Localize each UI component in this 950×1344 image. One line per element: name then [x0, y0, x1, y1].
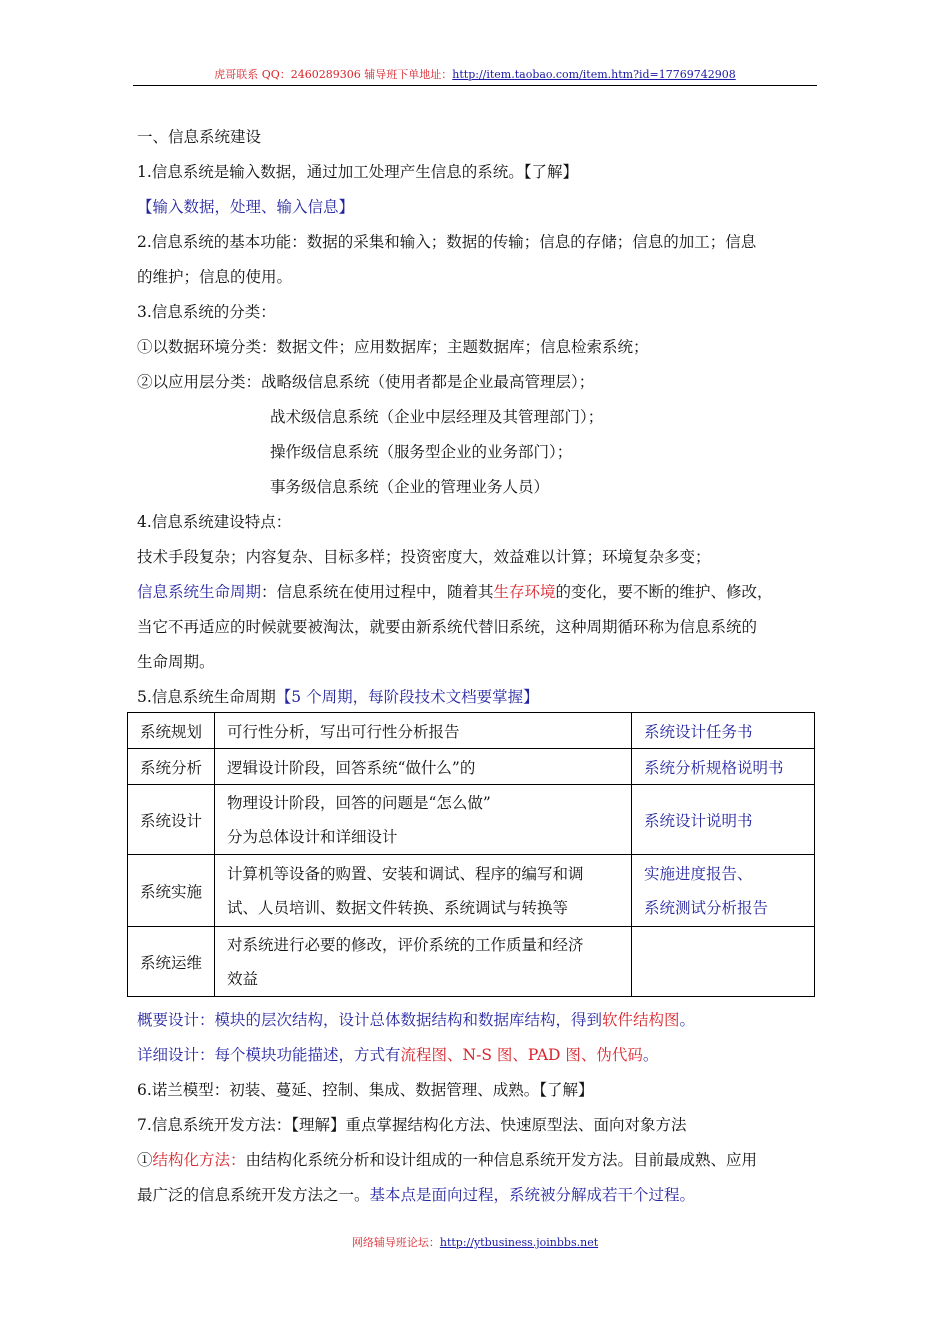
- lifecycle-line3: 生命周期。: [137, 653, 215, 671]
- point-3-env: ①以数据环境分类：数据文件；应用数据库；主题数据库；信息检索系统；: [137, 338, 649, 356]
- table-row: 系统设计 物理设计阶段，回答的问题是“怎么做” 分为总体设计和详细设计 系统设计说明书: [128, 785, 815, 855]
- point-5-title: 5.信息系统生命周期【5 个周期，每阶段技术文档要掌握】: [137, 688, 539, 706]
- header-link[interactable]: http://item.taobao.com/item.htm?id=17769742908: [452, 68, 736, 81]
- lifecycle-env: 生存环境: [493, 583, 556, 601]
- overview-design: 概要设计：模块的层次结构，设计总体数据结构和数据库结构，得到软件结构图。: [137, 1011, 696, 1029]
- header-text: 虎哥联系 QQ：2460289306 辅导班下单地址：: [214, 68, 453, 81]
- lifecycle-line2: 当它不再适应的时候就要被淘汰，就要由新系统代替旧系统，这种周期循环称为信息系统的: [137, 618, 758, 636]
- lifecycle-table: [127, 712, 815, 997]
- point-4-text: 技术手段复杂；内容复杂、目标多样；投资密度大，效益难以计算；环境复杂多变；: [137, 548, 711, 566]
- header-rule: [133, 85, 817, 86]
- point-1-note: 【输入数据，处理、输入信息】: [137, 198, 355, 216]
- point-3-title: 3.信息系统的分类：: [137, 303, 276, 321]
- point-3-affairs: 事务级信息系统（企业的管理业务人员）: [270, 478, 550, 496]
- detailed-design: 详细设计：每个模块功能描述，方式有流程图、N-S 图、PAD 图、伪代码。: [137, 1046, 659, 1064]
- table-row: 系统运维 对系统进行必要的修改，评价系统的工作质量和经济 效益: [128, 927, 815, 997]
- point-4-title: 4.信息系统建设特点：: [137, 513, 292, 531]
- point-3-tactical: 战术级信息系统（企业中层经理及其管理部门）；: [270, 408, 604, 426]
- point-2-line2: 的维护；信息的使用。: [137, 268, 293, 286]
- table-row: 系统规划 可行性分析，写出可行性分析报告 系统设计任务书: [128, 713, 815, 749]
- point-1: 1.信息系统是输入数据，通过加工处理产生信息的系统。【了解】: [137, 163, 579, 181]
- point-3-operational: 操作级信息系统（服务型企业的业务部门）；: [270, 443, 573, 461]
- table-row: 系统实施 计算机等设备的购置、安装和调试、程序的编写和调 试、人员培训、数据文件转换、系统调试与转换等 实施进度报告、 系统测试分析报告: [128, 855, 815, 927]
- lifecycle-line1: 信息系统生命周期：信息系统在使用过程中，随着其生存环境的变化，要不断的维护、修改，: [137, 583, 773, 601]
- lifecycle-term: 信息系统生命周期: [137, 583, 262, 601]
- footer-text: 网络辅导班论坛：: [351, 1236, 440, 1249]
- page-header: [0, 66, 950, 82]
- point-5-note: 【5 个周期，每阶段技术文档要掌握】: [275, 688, 539, 706]
- point-7a-line1: ①结构化方法：由结构化系统分析和设计组成的一种信息系统开发方法。目前最成熟、应用: [137, 1151, 758, 1169]
- point-3-app: ②以应用层分类：战略级信息系统（使用者都是企业最高管理层）；: [137, 373, 595, 391]
- point-7a-line2: 最广泛的信息系统开发方法之一。基本点是面向过程，系统被分解成若干个过程。: [137, 1186, 696, 1204]
- point-7: 7.信息系统开发方法：【理解】重点掌握结构化方法、快速原型法、面向对象方法: [137, 1116, 687, 1134]
- page-footer: [0, 1234, 950, 1250]
- footer-link[interactable]: http://ytbusiness.joinbbs.net: [439, 1236, 599, 1249]
- table-row: 系统分析 逻辑设计阶段，回答系统“做什么”的 系统分析规格说明书: [128, 749, 815, 785]
- section-heading: 一、信息系统建设: [137, 128, 262, 146]
- point-2-line1: 2.信息系统的基本功能：数据的采集和输入；数据的传输；信息的存储；信息的加工；信息: [137, 233, 757, 251]
- point-6: 6.诺兰模型：初装、蔓延、控制、集成、数据管理、成熟。【了解】: [137, 1081, 594, 1099]
